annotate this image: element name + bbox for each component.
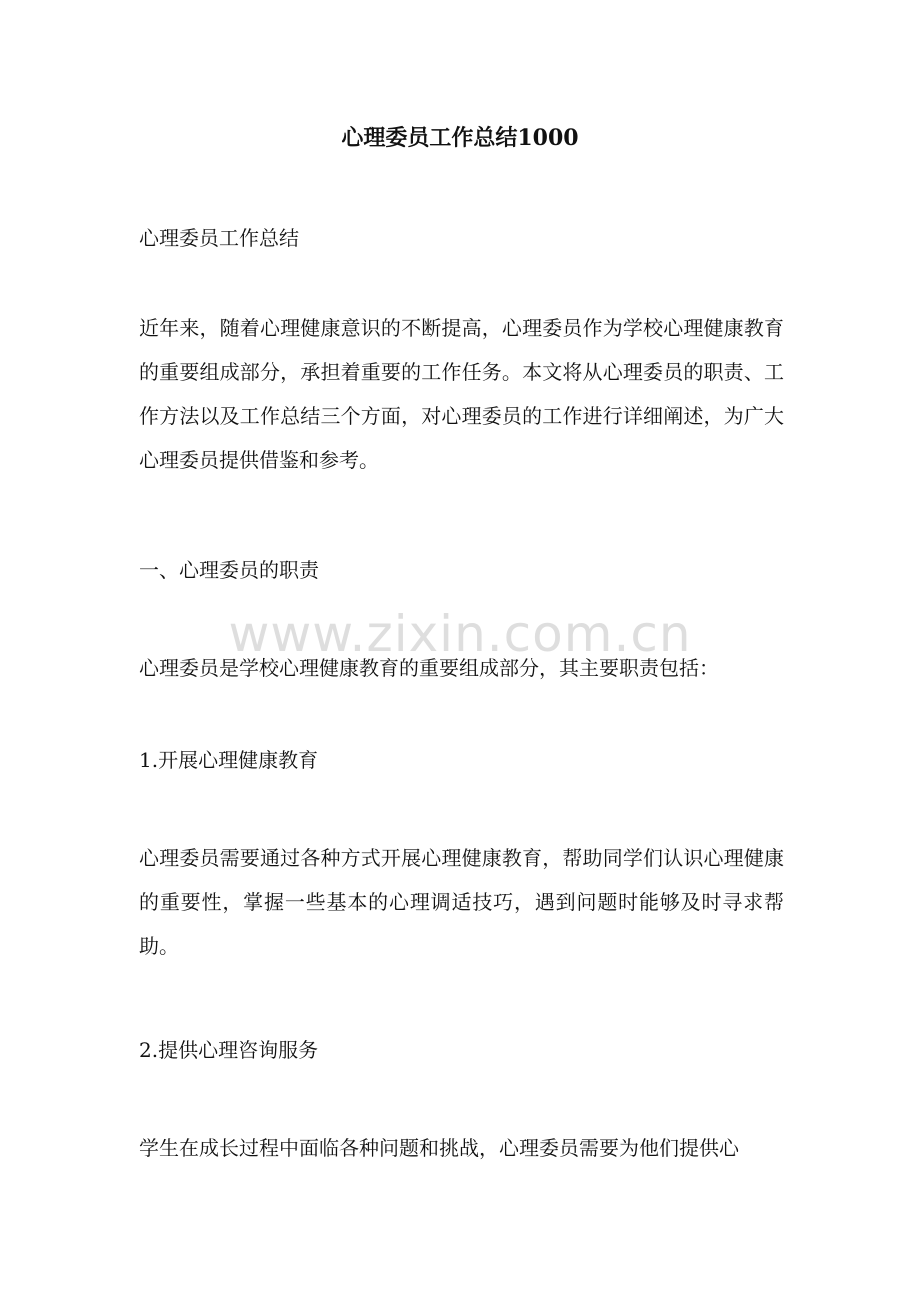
section-heading-duties: 一、心理委员的职责 — [139, 558, 319, 582]
education-paragraph: 心理委员需要通过各种方式开展心理健康教育，帮助同学们认识心理健康的重要性，掌握一些基本的心理调适技巧，遇到问题时能够及时寻求帮助。 — [139, 846, 784, 958]
subheading-counseling: 2.提供心理咨询服务 — [139, 1038, 319, 1062]
intro-paragraph: 近年来，随着心理健康意识的不断提高，心理委员作为学校心理健康教育的重要组成部分，承担着重要的工作任务。本文将从心理委员的职责、工作方法以及工作总结三个方面，对心理委员的工作进行详细阐述，为广大心理委员提供借鉴和参考。 — [139, 316, 784, 472]
watermark-text: www.zixin.com.cn — [228, 605, 692, 663]
subheading-education: 1.开展心理健康教育 — [139, 748, 319, 772]
document-title: 心理委员工作总结1000 — [341, 125, 579, 151]
subtitle-paragraph: 心理委员工作总结 — [139, 226, 299, 250]
duties-intro-paragraph: 心理委员是学校心理健康教育的重要组成部分，其主要职责包括： — [139, 656, 719, 680]
counseling-paragraph: 学生在成长过程中面临各种问题和挑战，心理委员需要为他们提供心 — [139, 1136, 739, 1160]
